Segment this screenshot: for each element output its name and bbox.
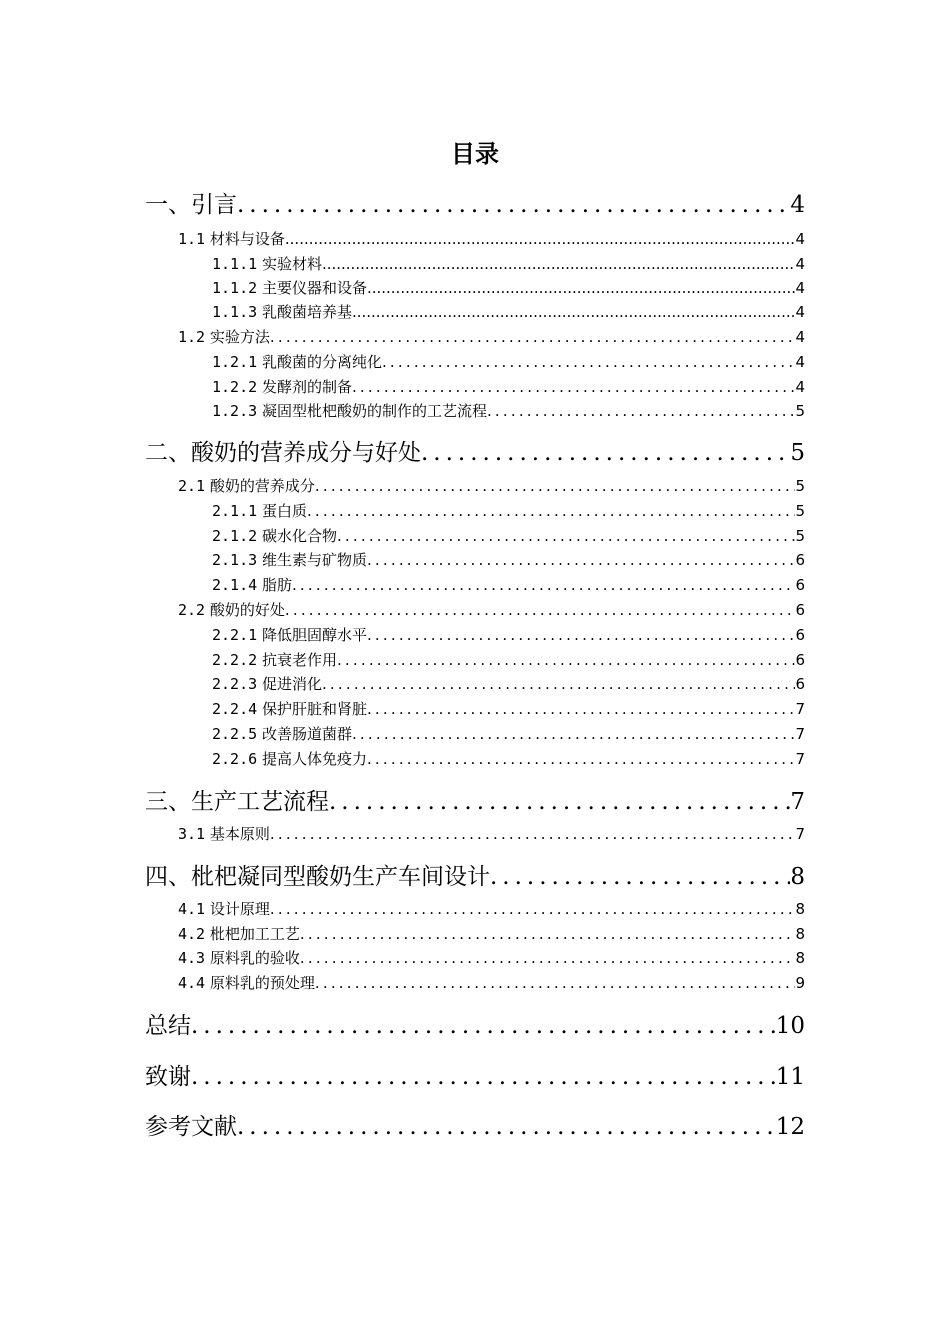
toc-entry[interactable]	[212, 673, 805, 694]
dot-leader	[270, 328, 796, 346]
dot-leader	[322, 255, 796, 273]
toc-page-number: 4	[795, 303, 805, 321]
toc-entry-title: 总结	[145, 1013, 191, 1039]
toc-entry-title: 碳水化合物	[261, 527, 337, 545]
toc-page-number: 4	[790, 192, 805, 218]
toc-entry-title: 乳酸菌的分离纯化	[261, 353, 382, 371]
toc-page-number: 8	[795, 925, 805, 943]
toc-section-number: 2.2.2	[212, 651, 258, 669]
dot-leader	[270, 900, 796, 918]
dot-leader	[329, 789, 790, 815]
toc-entry-title: 实验材料	[261, 255, 322, 273]
toc-page-number: 5	[790, 440, 805, 466]
toc-page-number: 4	[795, 279, 805, 297]
toc-entry[interactable]	[212, 277, 805, 298]
toc-section-number: 1.1.1	[212, 255, 258, 273]
toc-entry-title: 改善肠道菌群	[261, 725, 352, 743]
toc-section-number: 3.1	[178, 825, 206, 843]
toc-entry-title: 降低胆固醇水平	[261, 626, 367, 644]
toc-entry[interactable]	[178, 923, 805, 944]
toc-entry-title: 设计原理	[209, 900, 270, 918]
toc-section-number: 2.2.4	[212, 700, 258, 718]
toc-page-number: 8	[795, 900, 805, 918]
toc-entry[interactable]	[178, 823, 805, 844]
toc-section-number: 1.2.2	[212, 378, 258, 396]
toc-entry[interactable]	[178, 898, 805, 919]
toc-page-number: 7	[795, 700, 805, 718]
toc-page-number: 9	[795, 974, 805, 992]
dot-leader	[322, 675, 796, 693]
toc-entry-title: 脂肪	[261, 576, 292, 594]
toc-page-number: 6	[795, 651, 805, 669]
toc-entry-title: 酸奶的营养成分	[209, 477, 315, 495]
toc-entry[interactable]	[145, 858, 805, 891]
toc-section-number: 2.1.2	[212, 527, 258, 545]
toc-section-number: 4.2	[178, 925, 206, 943]
toc-entry-title: 致谢	[145, 1064, 191, 1090]
toc-entry[interactable]	[212, 649, 805, 670]
toc-entry[interactable]	[178, 228, 805, 249]
dot-leader	[382, 353, 796, 371]
dot-leader	[487, 402, 796, 420]
toc-entry[interactable]	[212, 698, 805, 719]
toc-section-number: 2.2.3	[212, 675, 258, 693]
toc-entry[interactable]	[178, 326, 805, 347]
toc-section-number: 1.2.1	[212, 353, 258, 371]
dot-leader	[191, 1064, 776, 1090]
toc-entry[interactable]	[212, 253, 805, 274]
dot-leader	[367, 551, 796, 569]
toc-entry[interactable]	[145, 1058, 805, 1091]
toc-page-number: 10	[775, 1013, 805, 1039]
toc-entry[interactable]	[212, 723, 805, 744]
toc-entry-title: 促进消化	[261, 675, 322, 693]
toc-entry-title: 酸奶的好处	[209, 601, 285, 619]
toc-section-number: 2.2	[178, 601, 206, 619]
toc-page-number: 6	[795, 551, 805, 569]
toc-section-number: 2.1.1	[212, 502, 258, 520]
toc-entry[interactable]	[212, 525, 805, 546]
toc-entry-title: 维生素与矿物质	[261, 551, 367, 569]
toc-entry[interactable]	[212, 624, 805, 645]
toc-entry-title: 凝固型枇杷酸奶的制作的工艺流程	[261, 402, 487, 420]
dot-leader	[270, 825, 796, 843]
dot-leader	[367, 700, 796, 718]
toc-page-number: 7	[795, 725, 805, 743]
toc-entry-title: 抗衰老作用	[261, 651, 337, 669]
toc-page-number: 5	[795, 502, 805, 520]
toc-page-number: 5	[795, 402, 805, 420]
dot-leader	[352, 303, 796, 321]
toc-page-number: 4	[795, 353, 805, 371]
toc-entry-title: 原料乳的预处理	[209, 974, 315, 992]
dot-leader	[352, 378, 796, 396]
dot-leader	[300, 949, 796, 967]
toc-entry-title: 材料与设备	[209, 230, 285, 248]
toc-section-number: 1.1.3	[212, 303, 258, 321]
dot-leader	[285, 230, 796, 248]
toc-entry[interactable]	[212, 400, 805, 421]
toc-entry-title: 四、枇杷凝同型酸奶生产车间设计	[145, 864, 490, 890]
toc-entry-title: 保护肝脏和肾脏	[261, 700, 367, 718]
toc-section-number: 1.1	[178, 230, 206, 248]
toc-entry[interactable]	[212, 301, 805, 322]
toc-entry[interactable]	[145, 434, 805, 467]
dot-leader	[337, 527, 796, 545]
toc-page-number: 5	[795, 527, 805, 545]
toc-entry[interactable]	[212, 351, 805, 372]
toc-entry-title: 三、生产工艺流程	[145, 789, 329, 815]
dot-leader	[315, 477, 796, 495]
toc-entry-title: 乳酸菌培养基	[261, 303, 352, 321]
dot-leader	[300, 925, 796, 943]
dot-leader	[315, 974, 796, 992]
toc-entry-title: 实验方法	[209, 328, 270, 346]
toc-entry[interactable]	[212, 500, 805, 521]
dot-leader	[292, 576, 796, 594]
dot-leader	[237, 1114, 776, 1140]
toc-section-number: 2.1.3	[212, 551, 258, 569]
dot-leader	[490, 864, 790, 890]
toc-entry-title: 二、酸奶的营养成分与好处	[145, 440, 421, 466]
toc-page-number: 7	[795, 825, 805, 843]
toc-section-number: 1.1.2	[212, 279, 258, 297]
toc-entry-title: 主要仪器和设备	[261, 279, 367, 297]
toc-page-number: 4	[795, 378, 805, 396]
toc-entry[interactable]	[178, 475, 805, 496]
toc-entry[interactable]	[212, 748, 805, 769]
toc-entry[interactable]	[178, 972, 805, 993]
toc-entry[interactable]	[178, 599, 805, 620]
toc-page-number: 4	[795, 255, 805, 273]
toc-entry-title: 发酵剂的制备	[261, 378, 352, 396]
toc-page-number: 6	[795, 626, 805, 644]
toc-entry-title: 原料乳的验收	[209, 949, 300, 967]
toc-section-number: 1.2	[178, 328, 206, 346]
toc-page-number: 7	[795, 750, 805, 768]
toc-section-number: 2.2.6	[212, 750, 258, 768]
toc-page-number: 6	[795, 601, 805, 619]
toc-section-number: 1.2.3	[212, 402, 258, 420]
toc-entry[interactable]	[145, 783, 805, 816]
toc-page-number: 4	[795, 328, 805, 346]
toc-entry[interactable]	[212, 376, 805, 397]
toc-entry-title: 基本原则	[209, 825, 270, 843]
toc-entry-title: 提高人体免疫力	[261, 750, 367, 768]
dot-leader	[421, 440, 790, 466]
toc-section-number: 4.1	[178, 900, 206, 918]
toc-page-number: 8	[790, 864, 805, 890]
toc-entry[interactable]	[145, 1007, 805, 1040]
toc-page-number: 11	[775, 1064, 805, 1090]
toc-section-number: 4.4	[178, 974, 206, 992]
toc-page-number: 4	[795, 230, 805, 248]
toc-entry-title: 蛋白质	[261, 502, 307, 520]
toc-section-number: 2.2.5	[212, 725, 258, 743]
dot-leader	[367, 626, 796, 644]
dot-leader	[352, 725, 796, 743]
toc-entry[interactable]	[145, 1108, 805, 1141]
toc-page-number: 8	[795, 949, 805, 967]
toc-page-number: 7	[790, 789, 805, 815]
dot-leader	[237, 192, 790, 218]
toc-section-number: 2.1.4	[212, 576, 258, 594]
dot-leader	[337, 651, 796, 669]
toc-entry-title: 参考文献	[145, 1114, 237, 1140]
toc-page-number: 6	[795, 576, 805, 594]
toc-entry[interactable]	[145, 186, 805, 219]
toc-entry-title: 一、引言	[145, 192, 237, 218]
toc-section-number: 2.2.1	[212, 626, 258, 644]
toc-entry[interactable]	[178, 947, 805, 968]
toc-page-number: 12	[775, 1114, 805, 1140]
dot-leader	[367, 279, 796, 297]
dot-leader	[285, 601, 796, 619]
toc-section-number: 4.3	[178, 949, 206, 967]
toc-entry[interactable]	[212, 549, 805, 570]
page-title: 目录	[451, 140, 499, 168]
dot-leader	[191, 1013, 776, 1039]
toc-entry[interactable]	[212, 574, 805, 595]
dot-leader	[307, 502, 796, 520]
toc-page-number: 5	[795, 477, 805, 495]
toc-section-number: 2.1	[178, 477, 206, 495]
toc-entry-title: 枇杷加工工艺	[209, 925, 300, 943]
dot-leader	[367, 750, 796, 768]
toc-page-number: 6	[795, 675, 805, 693]
